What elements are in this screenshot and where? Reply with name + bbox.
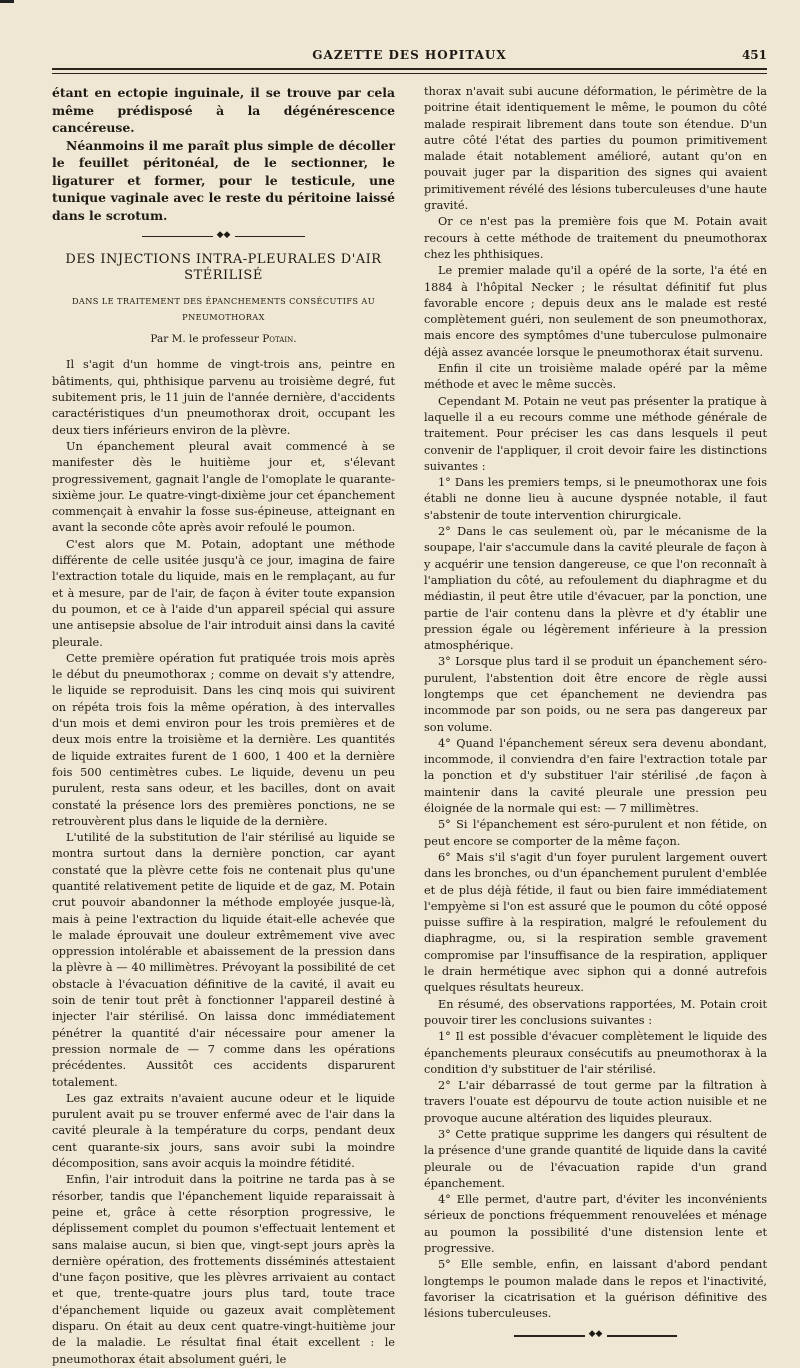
article-paragraph: En résumé, des observations rapportées, M. Potain croit pouvoir tirer les conclusions suivantes : (424, 997, 767, 1027)
header-rule-thin (52, 73, 767, 74)
section-divider (52, 230, 395, 240)
left-article-body (52, 357, 395, 1367)
article-paragraph: Cependant M. Potain ne veut pas présenter la pratique à laquelle il a eu recours comme une méthode générale de traitement. Pour préciser les cas dans lesquels il peut convenir de l'appliquer, il croit devoir faire les distinctions suivantes : (424, 394, 767, 473)
left-column (52, 84, 395, 1368)
article-paragraph: 2° Dans le cas seulement où, par le mécanisme de la soupape, l'air s'accumule dans la cavité pleurale de façon à y acquérir une tension dangereuse, ce que l'on reconnaît à l'ampliation du côté, au refoulement du diaphragme et du médiastin, il peut être utile d'évacuer, par la ponction, une partie de l'air contenu dans la plèvre et d'y établir une pression égale ou légèrement inférieure à la pression atmosphérique. (424, 525, 767, 653)
author-name: Potain. (262, 333, 297, 346)
lead-paragraph: Néanmoins il me paraît plus simple de décoller le feuillet péritonéal, de le sectionner, le ligaturer et former, pour le testicule, une tunique vaginale avec le reste du péritoine laissé dans le scrotum. (52, 137, 395, 223)
article-paragraph: Les gaz extraits n'avaient aucune odeur et le liquide purulent avait pu se trouver enfermé avec de l'air dans la cavité pleurale à la température du corps, pendant deux cent quarante-six jours, sans avoir subi la moindre décomposition, sans avoir acquis la moindre fétidité. (52, 1091, 395, 1171)
article-paragraph: Cette première opération fut pratiquée trois mois après le début du pneumothorax ; comme on devait s'y attendre, le liquide se reproduisit. Dans les cinq mois qui suivirent on répéta trois fois la même opération, à des intervalles d'un mois et demi environ pour les trois premières et de deux mois entre la troisième et la dernière. Les quantités de liquide extraites furent de 1 600, 1 400 et la dernière fois 500 centimètres cubes. Le liquide, devenu un peu purulent, resta sans odeur, et les bacilles, dont on avait constaté la présence lors des premières ponctions, ne se retrouvèrent plus dans le liquide de la dernière. (52, 651, 395, 828)
divider-ornament-icon: ◆◆ (213, 231, 235, 239)
end-ornament-icon: ◆◆ (585, 1330, 607, 1338)
header-rule (52, 68, 767, 70)
article-paragraph: Enfin, l'air introduit dans la poitrine ne tarda pas à se résorber, tandis que l'épanchement liquide reparaissait à peine et, grâce à cette résorption progressive, le déplissement complet du poumon s'effectuait lentement et sans malaise aucun, si bien que, vingt-sept jours après la dernière opération, des frottements disséminés attestaient d'une façon positive, que les plèvres arrivaient au contact et que, trente-quatre jours plus tard, toute trace d'épanchement liquide ou gazeux avait complètement disparu. On était au deux cent quatre-vingt-huitième jour de la maladie. Le résultat final était excellent : le pneumothorax était absolument guéri, le (52, 1173, 395, 1366)
article-paragraph: 5° Elle semble, enfin, en laissant d'abord pendant longtemps le poumon malade dans le repos et l'inactivité, favoriser la cicatrisation et la guérison définitive des lésions tuberculeuses. (424, 1258, 767, 1321)
article-author (52, 331, 395, 347)
article-paragraph: Enfin il cite un troisième malade opéré par la même méthode et avec le même succès. (424, 362, 767, 392)
page-number: 451 (741, 48, 767, 62)
article-paragraph: thorax n'avait subi aucune déformation, le périmètre de la poitrine était identiquement le même, le poumon du côté malade respirait librement dans toute son étendue. D'un autre côté l'état des parties du poumon primitivement malade était notablement amélioré, autant qu'on en pouvait juger par la disparition des signes qui avaient primitivement révélé des lésions tuberculeuses d'une haute gravité. (424, 85, 767, 213)
article-paragraph: L'utilité de la substitution de l'air stérilisé au liquide se montra surtout dans la dernière ponction, car ayant constaté que la plèvre cette fois ne contenait plus qu'une quantité relativement petite de liquide et de gaz, M. Potain crut pouvoir abandonner la méthode employée jusque-là, mais à peine l'extraction du liquide était-elle achevée que le malade éprouvait une douleur extrêmement vive avec oppression intolérable et abaissement de la pression dans la plèvre à — 40 millimètres. Prévoyant la possibilité de cet obstacle à l'évacuation définitive de la cavité, il avait eu soin de tenir tout prêt à fonctionner l'appareil destiné à injecter l'air stérilisé. On laissa donc immédiatement pénétrer la quantité d'air nécessaire pour amener la pression normale de — 7 comme dans les opérations précédentes. Aussitôt ces accidents disparurent totalement. (52, 831, 395, 1089)
page-header (52, 48, 767, 66)
author-prefix: Par M. le professeur (150, 333, 263, 346)
article-paragraph: 4° Quand l'épanchement séreux sera devenu abondant, incommode, il conviendra d'en faire l'extraction totale par la ponction et d'y substituer l'air stérilisé ,de façon à maintenir dans la cavité pleurale une pression peu éloignée de la normale qui est: — 7 millimètres. (424, 736, 767, 816)
end-divider (424, 1328, 767, 1339)
article-paragraph: 1° Dans les premiers temps, si le pneumothorax une fois établi ne donne lieu à aucune dyspnée notable, il faut s'abstenir de toute intervention chirurgicale. (424, 476, 767, 522)
article-paragraph: 5° Si l'épanchement est séro-purulent et non fétide, on peut encore se comporter de la même façon. (424, 818, 767, 848)
journal-title: GAZETTE DES HOPITAUX (312, 48, 507, 62)
article-paragraph: C'est alors que M. Potain, adoptant une méthode différente de celle usitée jusqu'à ce jour, imagina de faire l'extraction totale du liquide, mais en le remplaçant, au fur et à mesure, par de l'air, de façon à éviter toute expansion du poumon, et ce à l'aide d'un appareil spécial qui assure une antisepsie absolue de l'air introduit ainsi dans la cavité pleurale. (52, 537, 395, 649)
right-article-body (424, 84, 767, 1323)
article-paragraph: Un épanchement pleural avait commencé à se manifester dès le huitième jour et, s'élevant progressivement, gagnait l'angle de l'omoplate le quarante-sixième jour. Le quatre-vingt-dixième jour cet épanchement commençait à envahir la fosse sus-épineuse, atteignant en avant la seconde côte après avoir refoulé le poumon. (52, 439, 395, 535)
corner-mark (0, 0, 14, 13)
article-paragraph: 1° Il est possible d'évacuer complètement le liquide des épanchements pleuraux consécutifs au pneumothorax à la condition d'y substituer de l'air stérilisé. (424, 1030, 767, 1076)
article-paragraph: Or ce n'est pas la première fois que M. Potain avait recours à cette méthode de traitement du pneumothorax chez les phthisiques. (424, 215, 767, 261)
article-paragraph: Il s'agit d'un homme de vingt-trois ans, peintre en bâtiments, qui, phthisique parvenu au troisième degré, fut subitement pris, le 11 juin de l'année dernière, d'accidents caractéristiques d'un pneumothorax droit, occupant les deux tiers inférieurs environ de la plèvre. (52, 358, 395, 437)
article-paragraph: Le premier malade qu'il a opéré de la sorte, l'a été en 1884 à l'hôpital Necker ; le résultat définitif fut plus favorable encore ; depuis deux ans le malade est resté complètement guéri, non seulement de son pneumothorax, mais encore des symptômes d'une tuberculose pulmonaire déjà assez avancée lorsque le pneumothorax était survenu. (424, 264, 767, 359)
article-paragraph: 4° Elle permet, d'autre part, d'éviter les inconvénients sérieux de ponctions fréquemment renouvelées et ménage au poumon la possibilité d'une distension lente et progressive. (424, 1193, 767, 1256)
article-subtitle: DANS LE TRAITEMENT DES ÉPANCHEMENTS CONSÉCUTIFS AU PNEUMOTHORAX (71, 295, 376, 322)
right-column (424, 84, 767, 1339)
article-title: DES INJECTIONS INTRA-PLEURALES D'AIR STÉRILISÉ (65, 252, 382, 284)
lead-paragraph: étant en ectopie inguinale, il se trouve par cela même prédisposé à la dégénérescence cancéreuse. (52, 85, 395, 135)
article-paragraph: 3° Cette pratique supprime les dangers qui résultent de la présence d'une grande quantité de liquide dans la cavité pleurale ou de l'évacuation rapide d'un grand épanchement. (424, 1128, 767, 1190)
article-paragraph: 6° Mais s'il s'agit d'un foyer purulent largement ouvert dans les bronches, ou d'un épanchement purulent d'emblée et de plus déjà fétide, il faut ou bien faire immédiatement l'empyème si l'on est assuré que le poumon du côté opposé puisse suffire à la respiration, malgré le refoulement du diaphragme, ou, si la respiration semble gravement compromise par l'insuffisance de la respiration, appliquer le drain hermétique avec siphon qui a donné autrefois quelques résultats heureux. (424, 850, 767, 995)
article-paragraph: 3° Lorsque plus tard il se produit un épanchement séro-purulent, l'abstention doit être encore de règle aussi longtemps que cet épanchement ne deviendra pas incommode par son poids, ou ne sera pas dangereux par son volume. (424, 655, 767, 734)
article-paragraph: 2° L'air débarrassé de tout germe par la filtration à travers l'ouate est dépourvu de toute action nuisible et ne provoque aucune altération des liquides pleuraux. (424, 1079, 767, 1125)
